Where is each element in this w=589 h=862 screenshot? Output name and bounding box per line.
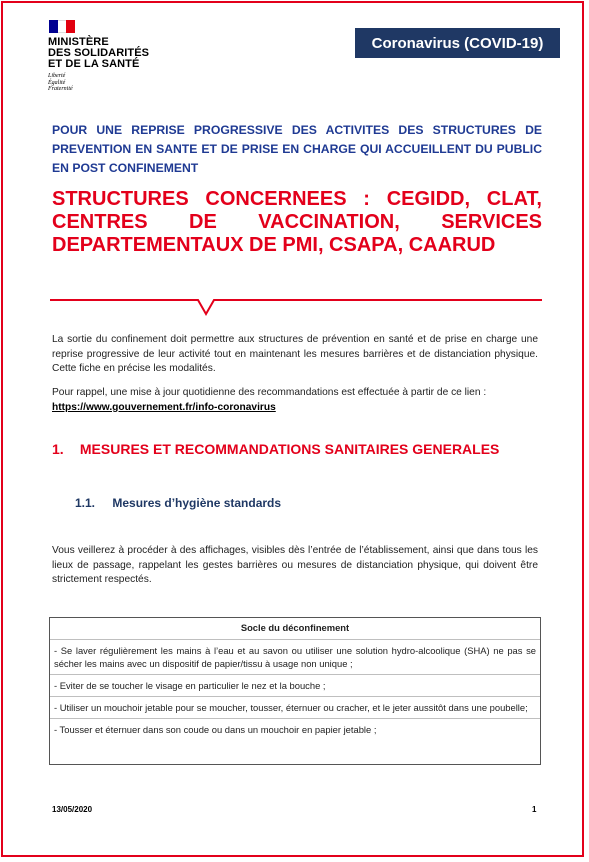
ministry-line: MINISTÈRE (48, 36, 109, 48)
document-title: POUR UNE REPRISE PROGRESSIVE DES ACTIVITES DES STRUCTURES DE PREVENTION EN SANTE ET DE PRISE EN CHARGE QUI ACCUEILLENT DU PUBLIC EN POST CONFINEMENT (52, 123, 542, 175)
republic-motto (48, 73, 158, 93)
socle-item: - Tousser et éternuer dans son coude ou dans un mouchoir en papier jetable ; (54, 724, 377, 735)
section-title-text: MESURES ET RECOMMANDATIONS SANITAIRES GENERALES (79, 441, 500, 457)
motto-line: Fraternité (48, 86, 73, 92)
structures-line: DEPARTEMENTAUX DE PMI, CSAPA, CAARUD (52, 234, 496, 256)
ministry-name (48, 37, 158, 70)
socle-box (49, 617, 541, 765)
ministry-line: DES SOLIDARITÉS (48, 47, 150, 59)
socle-item: - Se laver régulièrement les mains à l’eau et au savon ou utiliser une solution hydro-alcoolique (SHA) ne pas se sécher les mains avec un dispositif de papier/tissu à usage non unique ; (50, 640, 540, 675)
motto-line: Liberté (48, 73, 66, 79)
concerned-structures-title (52, 188, 542, 257)
structures-line: CENTRES DE VACCINATION, SERVICES (52, 211, 542, 233)
covid-badge: Coronavirus (COVID-19) (355, 28, 560, 58)
structures-line: STRUCTURES CONCERNEES : CEGIDD, CLAT, (52, 188, 542, 210)
section-number: 1. (52, 441, 64, 457)
reminder-text: Pour rappel, une mise à jour quotidienne des recommandations est effectuée à partir de ce lien : (52, 387, 487, 398)
footer-date: 13/05/2020 (52, 805, 93, 814)
intro-paragraph: La sortie du confinement doit permettre aux structures de prévention en santé et de prise en charge une reprise progressive de leur activité tout en maintenant les mesures barrières et de distanciation physique. Cette fiche en précise les modalités. (52, 334, 538, 375)
subsection-title-text: Mesures d’hygiène standards (112, 496, 282, 510)
ministry-line: ET DE LA SANTÉ (48, 58, 140, 70)
speech-divider-icon (50, 299, 542, 319)
ministry-logo (48, 20, 158, 93)
page-number: 1 (532, 805, 537, 814)
subsection-number: 1.1. (75, 496, 96, 510)
marianne-flag-icon (49, 20, 75, 33)
socle-item: - Eviter de se toucher le visage en particulier le nez et la bouche ; (50, 675, 540, 697)
reminder-paragraph (52, 386, 538, 415)
socle-title: Socle du déconfinement (50, 618, 540, 640)
info-coronavirus-link[interactable]: https://www.gouvernement.fr/info-coronavirus (52, 401, 276, 413)
socle-item: - Utiliser un mouchoir jetable pour se moucher, tousser, éternuer ou cracher, et le jeter aussitôt dans une poubelle; (50, 697, 540, 719)
subsection-title (75, 496, 281, 510)
display-instructions-paragraph: Vous veillerez à procéder à des affichages, visibles dès l’entrée de l’établissement, ainsi que dans tous les lieux de passage, rappelant les gestes barrières ou mesures de distanciation physique, qui doivent être strictement respectés. (52, 545, 538, 586)
motto-line: Égalité (48, 79, 66, 86)
section-title (52, 441, 499, 457)
